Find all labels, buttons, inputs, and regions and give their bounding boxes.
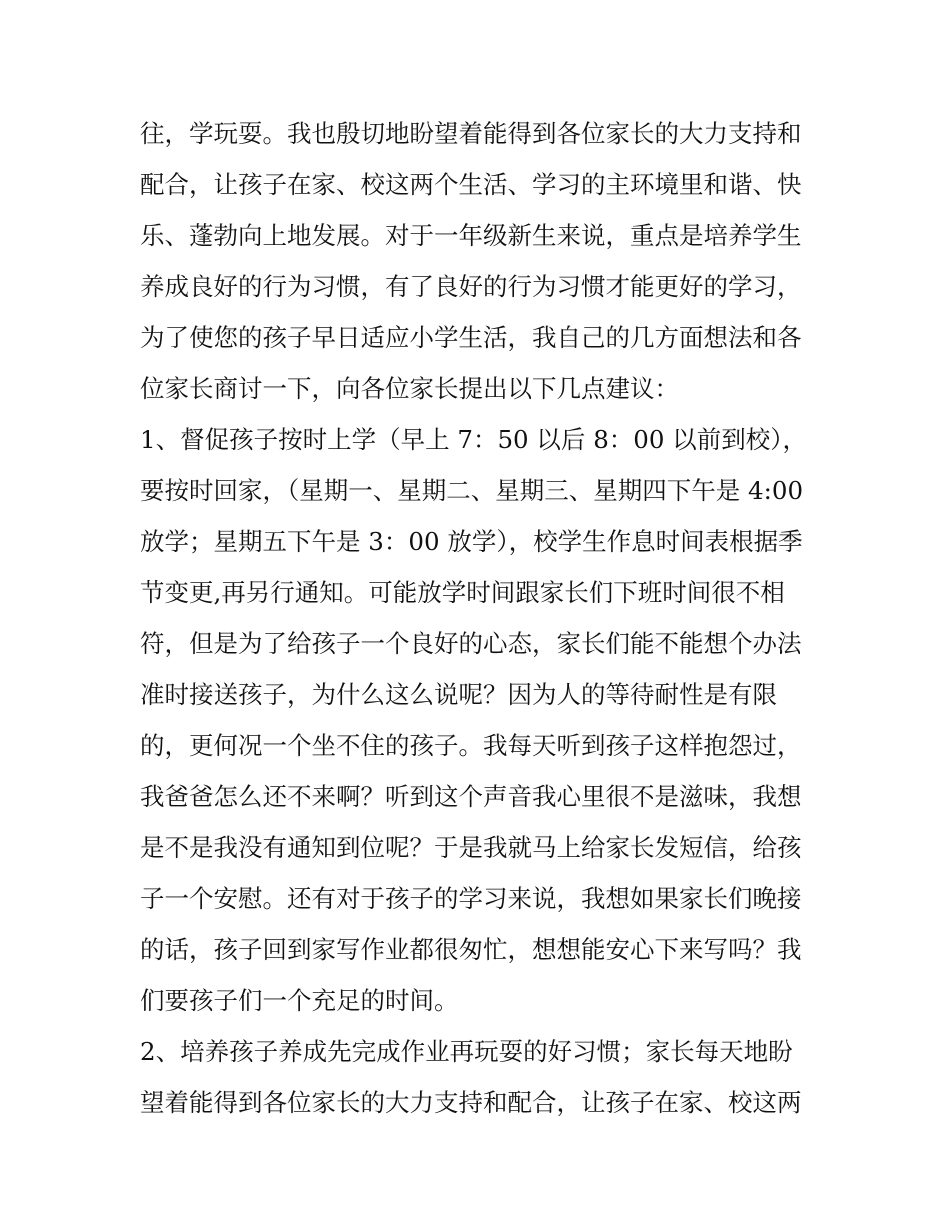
text-line: 的，更何况一个坐不住的孩子。我每天听到孩子这样抱怨过， — [140, 731, 802, 760]
text-line: 放学；星期五下午是 3：00 放学），校学生作息时间表根据季 — [140, 527, 803, 556]
text-line: 要按时回家，（星期一、星期二、星期三、星期四下午是 4:00 — [140, 476, 804, 505]
text-line: 为了使您的孩子早日适应小学生活，我自己的几方面想法和各 — [140, 323, 802, 352]
text-line: 位家长商讨一下，向各位家长提出以下几点建议： — [140, 374, 679, 403]
document-body — [140, 108, 820, 1128]
text-line: 的话，孩子回到家写作业都很匆忙，想想能安心下来写吗？我 — [140, 935, 802, 964]
text-line: 望着能得到各位家长的大力支持和配合，让孩子在家、校这两 — [140, 1088, 802, 1117]
text-line: 配合，让孩子在家、校这两个生活、学习的主环境里和谐、快 — [140, 170, 802, 199]
text-line: 符，但是为了给孩子一个良好的心态，家长们能不能想个办法 — [140, 629, 802, 658]
text-line: 们要孩子们一个充足的时间。 — [140, 986, 459, 1015]
text-line: 子一个安慰。还有对于孩子的学习来说，我想如果家长们晚接 — [140, 884, 802, 913]
text-line: 2、培养孩子养成先完成作业再玩耍的好习惯；家长每天地盼 — [140, 1037, 793, 1066]
text-line: 1、督促孩子按时上学（早上 7：50 以后 8：00 以前到校）， — [140, 425, 808, 454]
text-line: 准时接送孩子，为什么这么说呢？因为人的等待耐性是有限 — [140, 680, 777, 709]
text-line: 我爸爸怎么还不来啊？听到这个声音我心里很不是滋味，我想 — [140, 782, 802, 811]
text-line: 养成良好的行为习惯，有了良好的行为习惯才能更好的学习， — [140, 272, 802, 301]
text-line: 节变更,再另行通知。可能放学时间跟家长们下班时间很不相 — [140, 578, 785, 607]
text-line: 往，学玩耍。我也殷切地盼望着能得到各位家长的大力支持和 — [140, 119, 802, 148]
text-line: 是不是我没有通知到位呢？于是我就马上给家长发短信，给孩 — [140, 833, 802, 862]
text-line: 乐、蓬勃向上地发展。对于一年级新生来说，重点是培养学生 — [140, 221, 802, 250]
